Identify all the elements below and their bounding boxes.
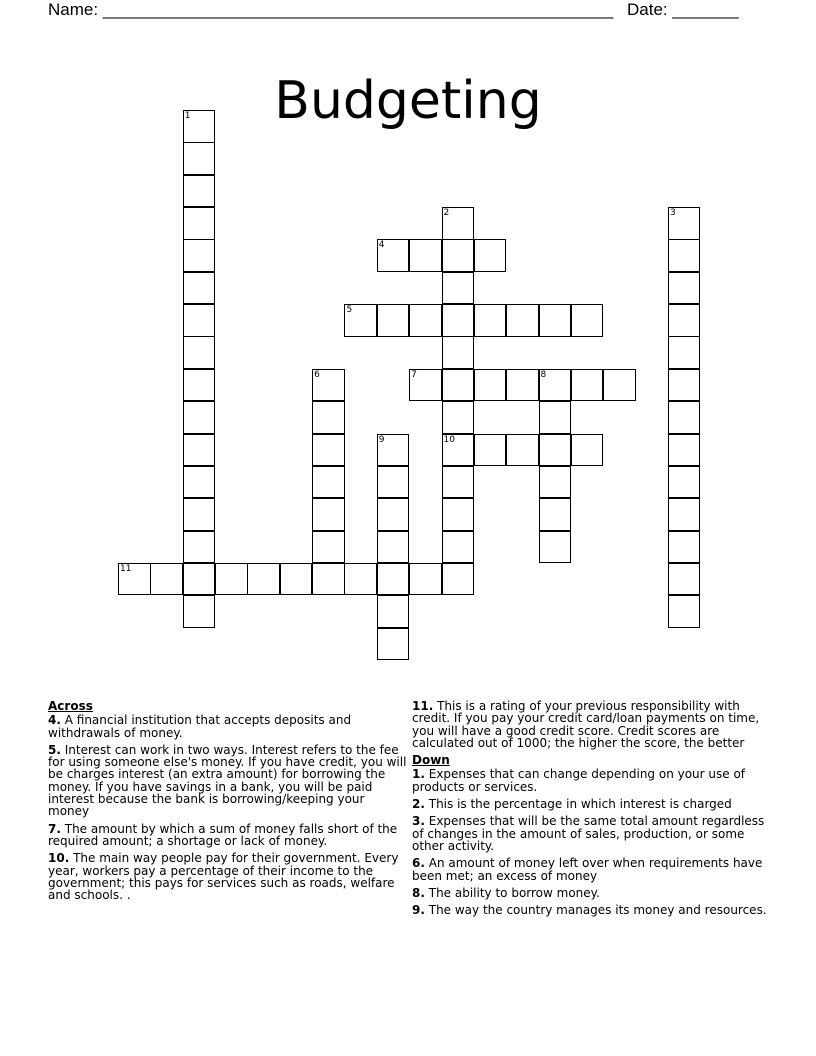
clue-number-label: 2. bbox=[412, 797, 425, 812]
grid-cell[interactable] bbox=[247, 563, 280, 596]
grid-cell[interactable] bbox=[215, 563, 248, 596]
grid-cell[interactable] bbox=[668, 272, 701, 305]
grid-cell[interactable] bbox=[474, 369, 507, 402]
grid-cell[interactable] bbox=[118, 563, 151, 596]
grid-cell[interactable] bbox=[668, 498, 701, 531]
across-clue-list-continued bbox=[412, 700, 768, 749]
grid-cell[interactable] bbox=[668, 563, 701, 596]
clue-item bbox=[412, 768, 768, 793]
grid-cell[interactable] bbox=[409, 563, 442, 596]
clue-item bbox=[412, 904, 768, 916]
grid-cell[interactable] bbox=[539, 304, 572, 337]
clue-item bbox=[412, 700, 768, 749]
clue-item bbox=[48, 823, 408, 848]
name-field-line[interactable]: Name: ______________________________________________________ bbox=[48, 0, 614, 19]
clue-number: 10 bbox=[443, 434, 455, 445]
grid-cell[interactable] bbox=[183, 304, 216, 337]
clue-number: 8 bbox=[540, 369, 547, 380]
clue-item bbox=[412, 798, 768, 810]
grid-cell[interactable] bbox=[183, 239, 216, 272]
clue-text: Expenses that will be the same total amount regardless of changes in the amount of sales, production, or some other activity. bbox=[412, 814, 765, 853]
clue-number: 6 bbox=[314, 369, 320, 380]
page-title: Budgeting bbox=[274, 70, 542, 131]
grid-cell[interactable] bbox=[409, 239, 442, 272]
grid-cell[interactable] bbox=[442, 369, 475, 402]
grid-cell[interactable] bbox=[442, 239, 475, 272]
grid-cell[interactable] bbox=[571, 304, 604, 337]
clue-item bbox=[48, 714, 408, 739]
grid-cell[interactable] bbox=[183, 531, 216, 564]
clue-number-label: 1. bbox=[412, 767, 425, 782]
clue-item bbox=[48, 852, 408, 901]
clue-number: 4 bbox=[378, 240, 385, 251]
clue-text: Expenses that can change depending on your use of products or services. bbox=[412, 767, 746, 794]
grid-cell[interactable] bbox=[377, 563, 410, 596]
clue-item bbox=[48, 744, 408, 818]
grid-cell[interactable] bbox=[183, 272, 216, 305]
grid-cell[interactable] bbox=[183, 563, 216, 596]
clue-number-label: 5. bbox=[48, 742, 61, 757]
grid-cell[interactable] bbox=[183, 401, 216, 434]
grid-cell[interactable] bbox=[668, 531, 701, 564]
clue-text: This is the percentage in which interest is charged bbox=[424, 797, 732, 812]
clues-left-column bbox=[48, 700, 408, 906]
grid-cell[interactable] bbox=[344, 304, 377, 337]
clue-number: 9 bbox=[378, 434, 385, 445]
clue-text: The main way people pay for their government. Every year, workers pay a percentage of their income to the government; this pays for services such as roads, welfare and schools. . bbox=[48, 851, 399, 903]
grid-cell[interactable] bbox=[183, 207, 216, 240]
grid-cell[interactable] bbox=[571, 434, 604, 467]
grid-cell[interactable] bbox=[668, 304, 701, 337]
clue-number: 11 bbox=[120, 563, 132, 574]
grid-cell[interactable] bbox=[377, 498, 410, 531]
grid-cell[interactable] bbox=[442, 563, 475, 596]
grid-cell[interactable] bbox=[183, 595, 216, 628]
grid-cell[interactable] bbox=[539, 531, 572, 564]
grid-cell[interactable] bbox=[442, 466, 475, 499]
clue-number-label: 11. bbox=[412, 699, 434, 713]
grid-cell[interactable] bbox=[668, 466, 701, 499]
clue-text: A financial institution that accepts deposits and withdrawals of money. bbox=[48, 713, 352, 740]
clue-number: 2 bbox=[443, 208, 450, 219]
grid-cell[interactable] bbox=[183, 175, 216, 208]
clue-number: 1 bbox=[184, 111, 191, 121]
grid-cell[interactable] bbox=[603, 369, 636, 402]
down-clue-list bbox=[412, 768, 768, 916]
grid-cell[interactable] bbox=[377, 466, 410, 499]
clue-number-label: 4. bbox=[48, 713, 61, 728]
grid-cell[interactable] bbox=[183, 142, 216, 175]
grid-cell[interactable] bbox=[668, 401, 701, 434]
grid-cell[interactable] bbox=[377, 531, 410, 564]
clue-text: The ability to borrow money. bbox=[424, 885, 600, 900]
clue-text: Interest can work in two ways. Interest refers to the fee for using someone else's money. If you have credit, you will be charges interest (an extra amount) for borrowing the money. If you have savings in a bank, you will be paid interest because the bank is borrowing/keeping your money bbox=[48, 742, 407, 819]
clue-number-label: 7. bbox=[48, 821, 61, 836]
grid-cell[interactable] bbox=[312, 466, 345, 499]
grid-cell[interactable] bbox=[312, 434, 345, 467]
grid-cell[interactable] bbox=[668, 239, 701, 272]
grid-cell[interactable] bbox=[280, 563, 313, 596]
grid-cell[interactable] bbox=[539, 466, 572, 499]
clue-number: 5 bbox=[346, 305, 353, 316]
grid-cell[interactable] bbox=[442, 531, 475, 564]
grid-cell[interactable] bbox=[183, 336, 216, 369]
down-heading: Down bbox=[412, 753, 450, 768]
grid-cell[interactable] bbox=[442, 207, 475, 240]
grid-cell[interactable] bbox=[183, 369, 216, 402]
grid-cell[interactable] bbox=[539, 434, 572, 467]
grid-cell[interactable] bbox=[506, 434, 539, 467]
grid-cell[interactable] bbox=[377, 239, 410, 272]
clue-text: The amount by which a sum of money falls short of the required amount; a shortage or lack of money. bbox=[48, 821, 398, 848]
clue-item bbox=[412, 857, 768, 882]
date-field-line[interactable]: Date: _______ bbox=[627, 0, 739, 19]
grid-cell[interactable] bbox=[668, 595, 701, 628]
grid-cell[interactable] bbox=[183, 498, 216, 531]
grid-cell[interactable] bbox=[150, 563, 183, 596]
grid-cell[interactable] bbox=[668, 434, 701, 467]
clue-number-label: 6. bbox=[412, 856, 425, 871]
clue-text: An amount of money left over when requirements have been met; an excess of money bbox=[412, 856, 763, 883]
grid-cell[interactable] bbox=[312, 531, 345, 564]
clue-number: 3 bbox=[669, 208, 676, 219]
grid-cell[interactable] bbox=[668, 336, 701, 369]
grid-cell[interactable] bbox=[442, 336, 475, 369]
grid-cell[interactable] bbox=[409, 369, 442, 402]
grid-cell[interactable] bbox=[539, 369, 572, 402]
clue-text: This is a rating of your previous responsibility with credit. If you pay your credit card/loan payments on time, you will have a good credit score. Credit scores are calculated out of 1000; the higher the score, the better bbox=[412, 699, 760, 750]
grid-cell[interactable] bbox=[442, 401, 475, 434]
grid-cell[interactable] bbox=[539, 498, 572, 531]
grid-cell[interactable] bbox=[474, 304, 507, 337]
grid-cell[interactable] bbox=[312, 563, 345, 596]
grid-cell[interactable] bbox=[442, 434, 475, 467]
clue-number-label: 10. bbox=[48, 851, 70, 866]
grid-cell[interactable] bbox=[377, 304, 410, 337]
grid-cell[interactable] bbox=[377, 628, 410, 661]
grid-cell[interactable] bbox=[183, 434, 216, 467]
grid-cell[interactable] bbox=[668, 207, 701, 240]
grid-cell[interactable] bbox=[377, 595, 410, 628]
grid-cell[interactable] bbox=[377, 434, 410, 467]
grid-cell[interactable] bbox=[183, 110, 216, 143]
grid-cell[interactable] bbox=[409, 304, 442, 337]
grid-cell[interactable] bbox=[571, 369, 604, 402]
grid-cell[interactable] bbox=[442, 498, 475, 531]
clue-number-label: 3. bbox=[412, 814, 425, 829]
grid-cell[interactable] bbox=[539, 401, 572, 434]
clue-item bbox=[412, 815, 768, 852]
grid-cell[interactable] bbox=[312, 498, 345, 531]
grid-cell[interactable] bbox=[442, 304, 475, 337]
grid-cell[interactable] bbox=[442, 272, 475, 305]
clue-number-label: 8. bbox=[412, 885, 425, 900]
clues-right-column bbox=[412, 700, 768, 921]
across-heading: Across bbox=[48, 699, 93, 713]
clue-item bbox=[412, 887, 768, 899]
grid-cell[interactable] bbox=[506, 369, 539, 402]
across-clue-list bbox=[48, 714, 408, 901]
grid-cell[interactable] bbox=[474, 434, 507, 467]
clue-text: The way the country manages its money and resources. bbox=[424, 903, 767, 918]
grid-cell[interactable] bbox=[183, 466, 216, 499]
grid-cell[interactable] bbox=[668, 369, 701, 402]
grid-cell[interactable] bbox=[312, 369, 345, 402]
clue-number: 7 bbox=[411, 369, 417, 380]
grid-cell[interactable] bbox=[474, 239, 507, 272]
grid-cell[interactable] bbox=[312, 401, 345, 434]
grid-cell[interactable] bbox=[506, 304, 539, 337]
clue-number-label: 9. bbox=[412, 903, 425, 918]
grid-cell[interactable] bbox=[344, 563, 377, 596]
